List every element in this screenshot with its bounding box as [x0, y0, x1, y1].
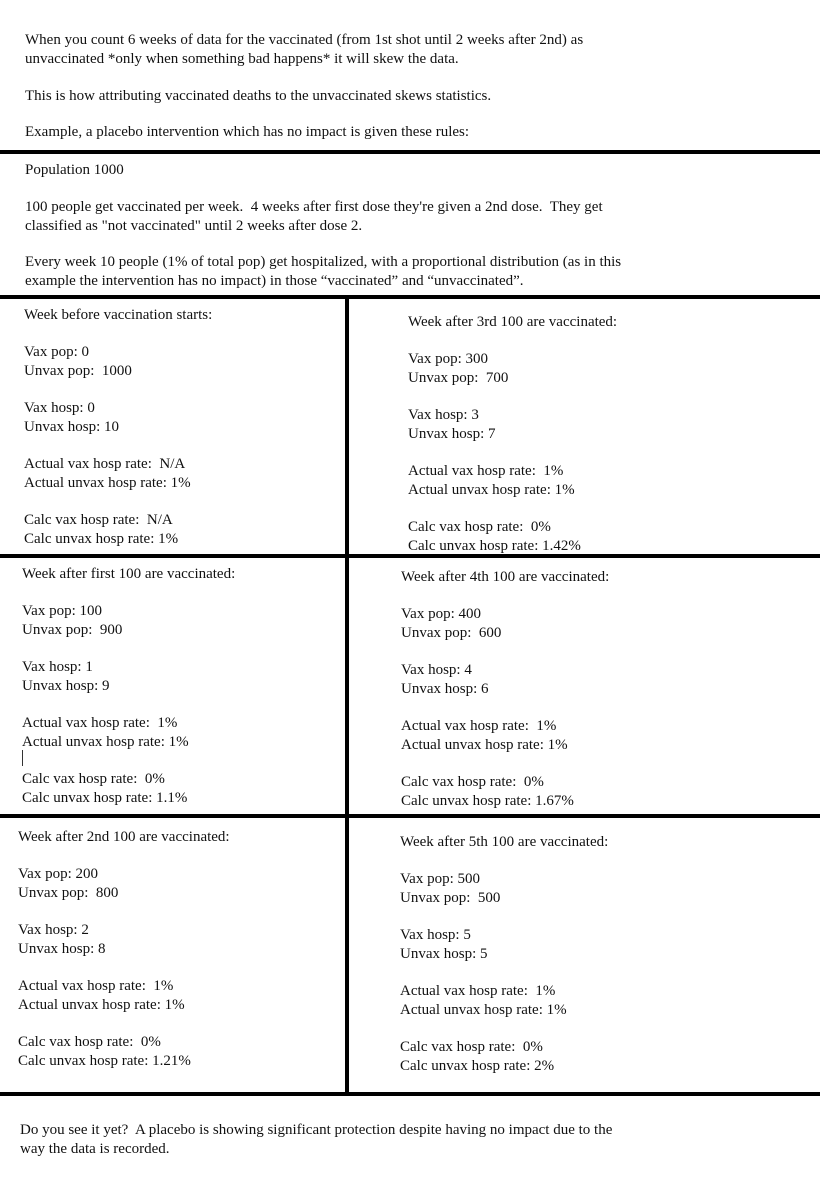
vax-pop: Vax pop: 500: [400, 871, 480, 887]
divider-grid-bottom: [0, 1092, 820, 1096]
actual-vax-hosp-rate: Actual vax hosp rate: 1%: [400, 983, 556, 999]
calc-vax-hosp-rate: Calc vax hosp rate: 0%: [400, 1039, 543, 1055]
calc-unvax-hosp-rate: Calc unvax hosp rate: 1.21%: [18, 1053, 191, 1069]
unvax-hosp: Unvax hosp: 5: [400, 946, 488, 962]
cell-title: Week after 3rd 100 are vaccinated:: [408, 314, 618, 330]
unvax-pop: Unvax pop: 700: [408, 370, 509, 386]
unvax-pop: Unvax pop: 900: [22, 622, 123, 638]
intro-line-1: When you count 6 weeks of data for the vaccinated (from 1st shot until 2 weeks after 2nd) as: [25, 32, 584, 48]
cell-title: Week after 2nd 100 are vaccinated:: [18, 829, 230, 845]
vax-hosp: Vax hosp: 2: [18, 922, 89, 938]
week-cell-4th-100: [401, 568, 609, 811]
intro-line-3: This is how attributing vaccinated deaths to the unvaccinated skews statistics.: [25, 88, 492, 104]
unvax-pop: Unvax pop: 800: [18, 885, 119, 901]
calc-unvax-hosp-rate: Calc unvax hosp rate: 2%: [400, 1058, 555, 1074]
unvax-pop: Unvax pop: 1000: [24, 363, 132, 379]
unvax-hosp: Unvax hosp: 7: [408, 426, 496, 442]
actual-vax-hosp-rate: Actual vax hosp rate: 1%: [22, 715, 178, 731]
calc-unvax-hosp-rate: Calc unvax hosp rate: 1.1%: [22, 790, 188, 806]
actual-unvax-hosp-rate: Actual unvax hosp rate: 1%: [401, 737, 568, 753]
unvax-hosp: Unvax hosp: 8: [18, 941, 106, 957]
vax-hosp: Vax hosp: 1: [22, 659, 93, 675]
actual-vax-hosp-rate: Actual vax hosp rate: 1%: [18, 978, 174, 994]
calc-vax-hosp-rate: Calc vax hosp rate: 0%: [18, 1034, 161, 1050]
unvax-hosp: Unvax hosp: 6: [401, 681, 489, 697]
week-cell-2nd-100: [18, 828, 230, 1071]
calc-unvax-hosp-rate: Calc unvax hosp rate: 1.42%: [408, 538, 581, 554]
rules-line-5: example the intervention has no impact) in those “vaccinated” and “unvaccinated”.: [25, 273, 524, 289]
divider-grid-top: [0, 295, 820, 299]
vax-pop: Vax pop: 300: [408, 351, 488, 367]
week-cell-before-vaccination: [24, 306, 212, 549]
calc-unvax-hosp-rate: Calc unvax hosp rate: 1%: [24, 531, 179, 547]
actual-unvax-hosp-rate: Actual unvax hosp rate: 1%: [18, 997, 185, 1013]
calc-vax-hosp-rate: Calc vax hosp rate: 0%: [401, 774, 544, 790]
week-cell-3rd-100: [408, 313, 617, 556]
calc-vax-hosp-rate: Calc vax hosp rate: N/A: [24, 512, 173, 528]
week-cell-1st-100: [22, 565, 235, 808]
calc-unvax-hosp-rate: Calc unvax hosp rate: 1.67%: [401, 793, 574, 809]
rules-line-4: Every week 10 people (1% of total pop) get hospitalized, with a proportional distribution (as in this: [25, 254, 622, 270]
actual-vax-hosp-rate: Actual vax hosp rate: 1%: [401, 718, 557, 734]
vax-hosp: Vax hosp: 5: [400, 927, 471, 943]
unvax-pop: Unvax pop: 600: [401, 625, 502, 641]
unvax-hosp: Unvax hosp: 9: [22, 678, 110, 694]
vax-pop: Vax pop: 0: [24, 344, 89, 360]
conclusion-line-2: way the data is recorded.: [20, 1141, 170, 1157]
divider-grid-vertical: [345, 295, 349, 1096]
week-cell-5th-100: [400, 833, 608, 1076]
rules-line-1: Population 1000: [25, 162, 124, 178]
unvax-hosp: Unvax hosp: 10: [24, 419, 119, 435]
actual-vax-hosp-rate: Actual vax hosp rate: 1%: [408, 463, 564, 479]
cell-title: Week before vaccination starts:: [24, 307, 213, 323]
vax-pop: Vax pop: 200: [18, 866, 98, 882]
vax-hosp: Vax hosp: 3: [408, 407, 479, 423]
cell-title: Week after 4th 100 are vaccinated:: [401, 569, 610, 585]
intro-line-4: Example, a placebo intervention which has no impact is given these rules:: [25, 124, 470, 140]
divider-grid-row-2: [0, 814, 820, 818]
conclusion-line-1: Do you see it yet? A placebo is showing significant protection despite having no impact due to the: [20, 1122, 613, 1138]
actual-unvax-hosp-rate: Actual unvax hosp rate: 1%: [22, 734, 189, 750]
actual-vax-hosp-rate: Actual vax hosp rate: N/A: [24, 456, 186, 472]
divider-top: [0, 150, 820, 154]
intro-line-2: unvaccinated *only when something bad happens* it will skew the data.: [25, 51, 459, 67]
calc-vax-hosp-rate: Calc vax hosp rate: 0%: [22, 771, 165, 787]
unvax-pop: Unvax pop: 500: [400, 890, 501, 906]
calc-vax-hosp-rate: Calc vax hosp rate: 0%: [408, 519, 551, 535]
actual-unvax-hosp-rate: Actual unvax hosp rate: 1%: [408, 482, 575, 498]
vax-pop: Vax pop: 400: [401, 606, 481, 622]
text-cursor: [22, 750, 23, 766]
vax-hosp: Vax hosp: 4: [401, 662, 472, 678]
cell-title: Week after first 100 are vaccinated:: [22, 566, 236, 582]
actual-unvax-hosp-rate: Actual unvax hosp rate: 1%: [400, 1002, 567, 1018]
vax-hosp: Vax hosp: 0: [24, 400, 95, 416]
rules-line-3: classified as "not vaccinated" until 2 weeks after dose 2.: [25, 218, 363, 234]
rules-line-2: 100 people get vaccinated per week. 4 weeks after first dose they're given a 2nd dose. They get: [25, 199, 603, 215]
cell-title: Week after 5th 100 are vaccinated:: [400, 834, 609, 850]
actual-unvax-hosp-rate: Actual unvax hosp rate: 1%: [24, 475, 191, 491]
vax-pop: Vax pop: 100: [22, 603, 102, 619]
